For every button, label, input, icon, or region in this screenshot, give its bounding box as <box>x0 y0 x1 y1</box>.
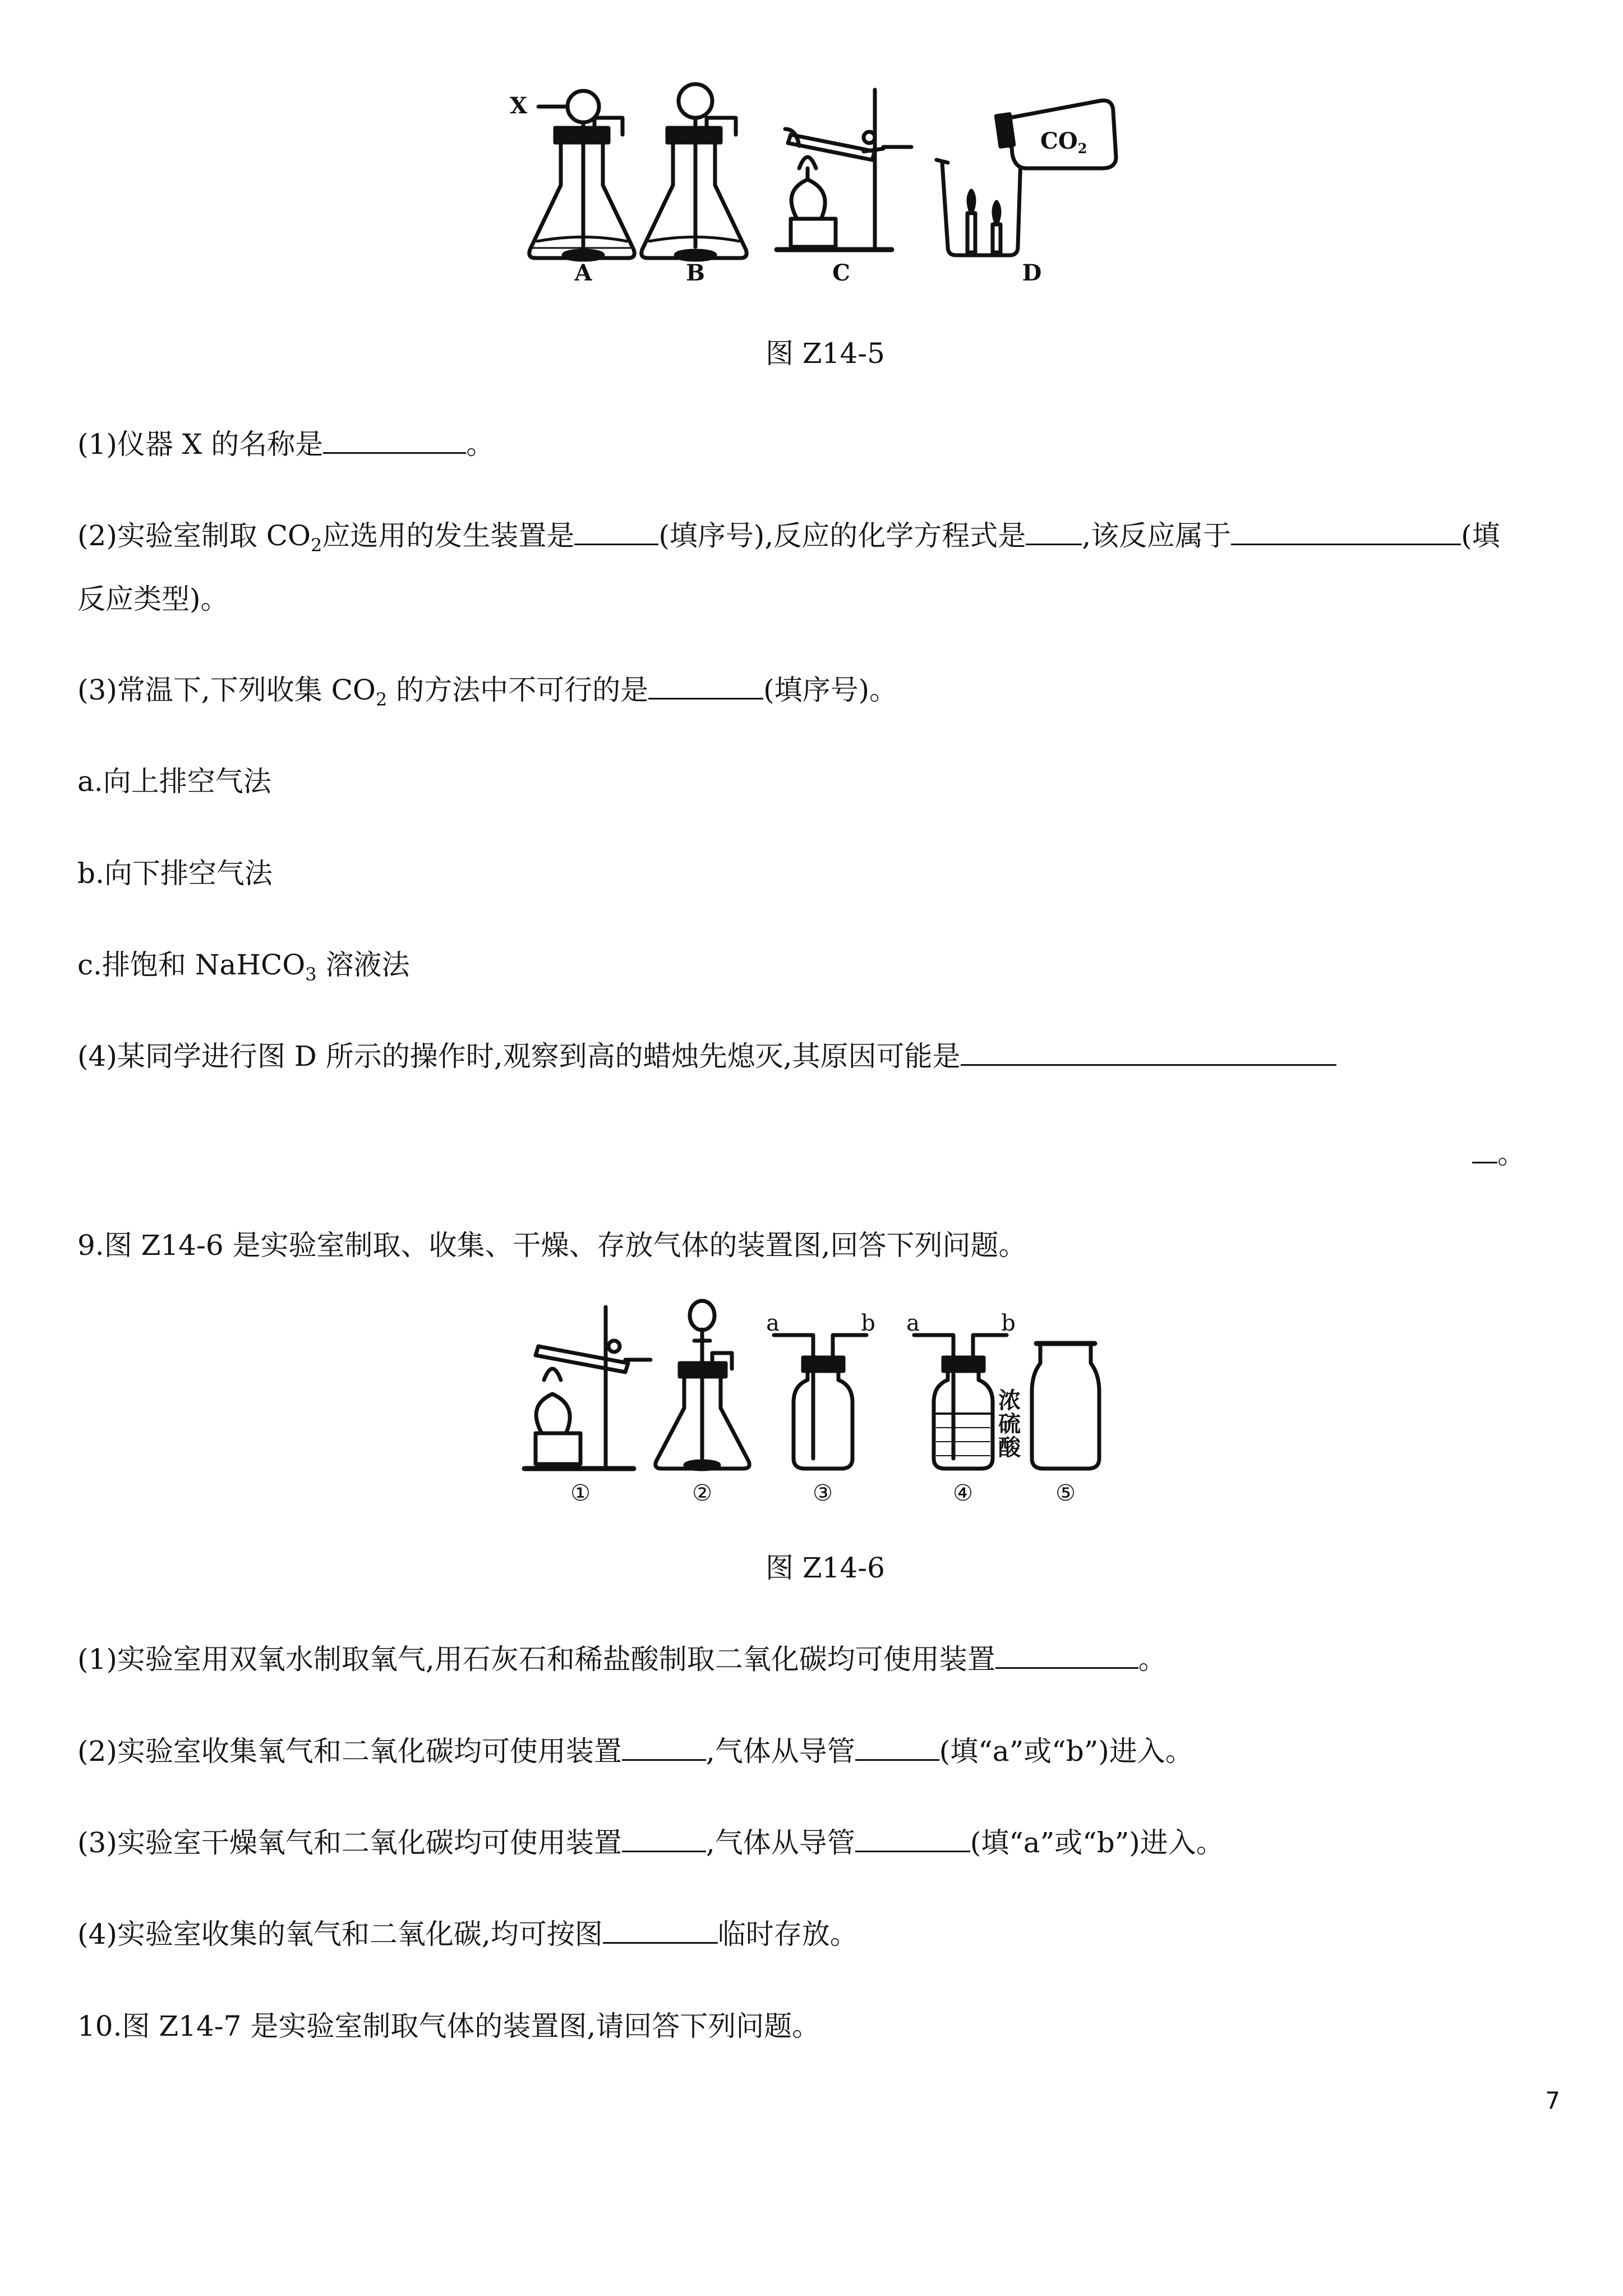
label-c: C <box>832 260 850 286</box>
label-a-left: a <box>766 1310 780 1336</box>
figure-z14-5 <box>0 0 1623 314</box>
apparatus-5-jar <box>1032 1343 1099 1469</box>
label-b: B <box>686 260 705 286</box>
answer-blank[interactable] <box>622 1734 706 1761</box>
q9-part3: (3)实验室干燥氧气和二氧化碳均可使用装置 ,气体从导管 (填“a”或“b”)进入。 <box>77 1826 1224 1859</box>
figure-caption-z14-5: 图 Z14-5 <box>766 337 885 370</box>
q8-part4-end: 。 <box>1472 1137 1525 1171</box>
answer-blank[interactable] <box>855 1826 970 1852</box>
answer-blank[interactable] <box>323 427 466 454</box>
q8-part4: (4)某同学进行图 D 所示的操作时,观察到高的蜡烛先熄灭,其原因可能是 <box>77 1039 1336 1073</box>
label-1: ① <box>570 1480 591 1506</box>
apparatus-4-bottle <box>914 1335 1007 1469</box>
label-co2: $CO_2$ <box>1040 128 1087 157</box>
label-d: D <box>1022 260 1042 286</box>
q8-option-b: b.向下排空气法 <box>77 857 273 890</box>
page-number: 7 <box>1545 2087 1560 2114</box>
apparatus-d-beaker <box>937 100 1116 255</box>
label-acid-2: 硫 <box>998 1411 1021 1437</box>
q8-option-a: a.向上排空气法 <box>77 765 271 798</box>
q9-part1: (1)实验室用双氧水制取氧气,用石灰石和稀盐酸制取二氧化碳均可使用装置 。 <box>77 1643 1166 1676</box>
answer-blank[interactable] <box>961 1039 1336 1066</box>
q8-part2: (2)实验室制取 $CO_2$应选用的发生装置是 (填序号),反应的化学方程式是 ,该反应属于 (填 <box>77 519 1500 556</box>
answer-blank[interactable] <box>995 1642 1138 1669</box>
label-a: A <box>574 260 592 286</box>
apparatus-2-flask <box>656 1301 750 1469</box>
label-2: ② <box>692 1480 712 1506</box>
apparatus-a-flask <box>529 91 635 260</box>
q8-part3: (3)常温下,下列收集 $CO_2$ 的方法中不可行的是 (填序号)。 <box>77 674 898 710</box>
label-acid-3: 酸 <box>998 1434 1021 1461</box>
q8-option-c: c.排饱和 NaHCO$_3$ 溶液法 <box>77 949 410 985</box>
label-b-right: b <box>1001 1310 1016 1336</box>
q9-intro: 9.图 Z14-6 是实验室制取、收集、干燥、存放气体的装置图,回答下列问题。 <box>77 1229 1027 1262</box>
label-a-right: a <box>906 1310 920 1336</box>
apparatus-1-heating <box>524 1307 651 1469</box>
label-4: ④ <box>953 1480 973 1506</box>
answer-blank[interactable] <box>855 1734 939 1761</box>
label-x: X <box>509 93 527 119</box>
answer-blank[interactable] <box>622 1826 706 1852</box>
apparatus-c-heating <box>777 90 911 250</box>
q10-intro: 10.图 Z14-7 是实验室制取气体的装置图,请回答下列问题。 <box>77 2010 820 2042</box>
label-5: ⑤ <box>1055 1480 1076 1506</box>
figure-caption-z14-6: 图 Z14-6 <box>766 1552 885 1584</box>
answer-blank[interactable] <box>1472 1137 1497 1163</box>
answer-blank[interactable] <box>1231 519 1461 545</box>
label-b-left: b <box>861 1310 875 1336</box>
answer-blank[interactable] <box>603 1917 718 1944</box>
label-3: ③ <box>813 1480 833 1506</box>
q9-part4: (4)实验室收集的氧气和二氧化碳,均可按图 临时存放。 <box>77 1918 858 1950</box>
q9-part2: (2)实验室收集氧气和二氧化碳均可使用装置 ,气体从导管 (填“a”或“b”)进入。 <box>77 1735 1193 1768</box>
answer-blank[interactable] <box>574 519 658 545</box>
apparatus-3-bottle <box>774 1335 866 1469</box>
apparatus-b-flask <box>642 84 747 260</box>
figure-z14-6 <box>0 1290 1623 1515</box>
q8-part1: (1)仪器 X 的名称是 。 <box>77 428 495 461</box>
answer-blank[interactable] <box>648 673 763 700</box>
q8-part2-cont: 反应类型)。 <box>77 583 229 615</box>
answer-blank[interactable] <box>1026 519 1082 545</box>
label-acid-1: 浓 <box>998 1387 1021 1414</box>
